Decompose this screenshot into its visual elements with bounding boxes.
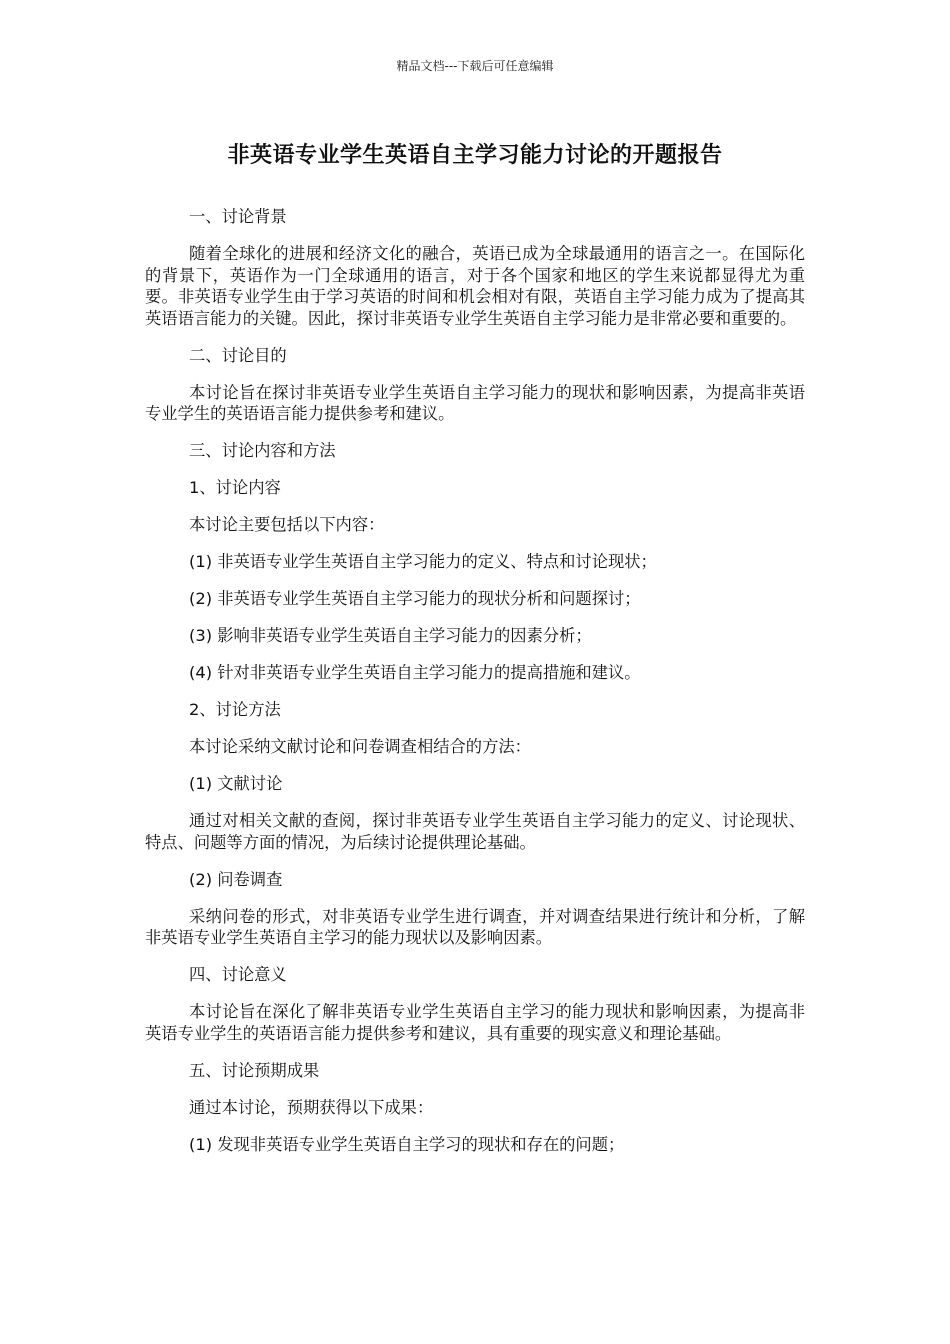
section-heading-purpose: 二、讨论目的 bbox=[189, 345, 287, 365]
paragraph-background: 随着全球化的进展和经济文化的融合，英语已成为全球最通用的语言之一。在国际化的背景下，英语作为一门全球通用的语言，对于各个国家和地区的学生来说都显得尤为重要。非英语专业学生由于学习英语的时间和机会相对有限，英语自主学习能力成为了提高其英语语言能力的关键。因此，探讨非英语专业学生英语自主学习能力是非常必要和重要的。 bbox=[145, 244, 805, 328]
list-item: (3) 影响非英语专业学生英语自主学习能力的因素分析； bbox=[189, 626, 592, 645]
paragraph-content-intro: 本讨论主要包括以下内容： bbox=[189, 515, 385, 534]
list-item: (1) 发现非英语专业学生英语自主学习的现状和存在的问题； bbox=[189, 1134, 625, 1154]
section-heading-background: 一、讨论背景 bbox=[189, 207, 287, 226]
paragraph-survey: 采纳问卷的形式，对非英语专业学生进行调查，并对调查结果进行统计和分析，了解非英语专业学生英语自主学习的能力现状以及影响因素。 bbox=[145, 906, 805, 947]
list-item: (4) 针对非英语专业学生英语自主学习能力的提高措施和建议。 bbox=[189, 663, 641, 682]
list-item: (2) 问卷调查 bbox=[189, 869, 283, 889]
paragraph-purpose: 本讨论旨在探讨非英语专业学生英语自主学习能力的现状和影响因素，为提高非英语专业学生的英语语言能力提供参考和建议。 bbox=[145, 382, 805, 423]
subheading-method: 2、讨论方法 bbox=[189, 700, 281, 719]
section-heading-content-method: 三、讨论内容和方法 bbox=[189, 441, 336, 460]
paragraph-literature: 通过对相关文献的查阅，探讨非英语专业学生英语自主学习能力的定义、讨论现状、特点、问题等方面的情况，为后续讨论提供理论基础。 bbox=[145, 811, 805, 852]
document-body bbox=[145, 206, 805, 1171]
paragraph-significance: 本讨论旨在深化了解非英语专业学生英语自主学习的能力现状和影响因素，为提高非英语专业学生的英语语言能力提供参考和建议，具有重要的现实意义和理论基础。 bbox=[145, 1002, 805, 1043]
list-item: (1) 非英语专业学生英语自主学习能力的定义、特点和讨论现状； bbox=[189, 552, 657, 571]
subheading-content: 1、讨论内容 bbox=[189, 478, 281, 497]
section-heading-significance: 四、讨论意义 bbox=[189, 965, 287, 984]
list-item: (1) 文献讨论 bbox=[189, 774, 283, 793]
paragraph-outcomes-intro: 通过本讨论，预期获得以下成果： bbox=[189, 1097, 434, 1117]
section-heading-outcomes: 五、讨论预期成果 bbox=[189, 1060, 320, 1080]
header-note: 精品文档---下载后可任意编辑 bbox=[396, 59, 554, 73]
document-title: 非英语专业学生英语自主学习能力讨论的开题报告 bbox=[227, 143, 723, 168]
list-item: (2) 非英语专业学生英语自主学习能力的现状分析和问题探讨； bbox=[189, 589, 641, 608]
paragraph-method-intro: 本讨论采纳文献讨论和问卷调查相结合的方法： bbox=[189, 737, 531, 756]
